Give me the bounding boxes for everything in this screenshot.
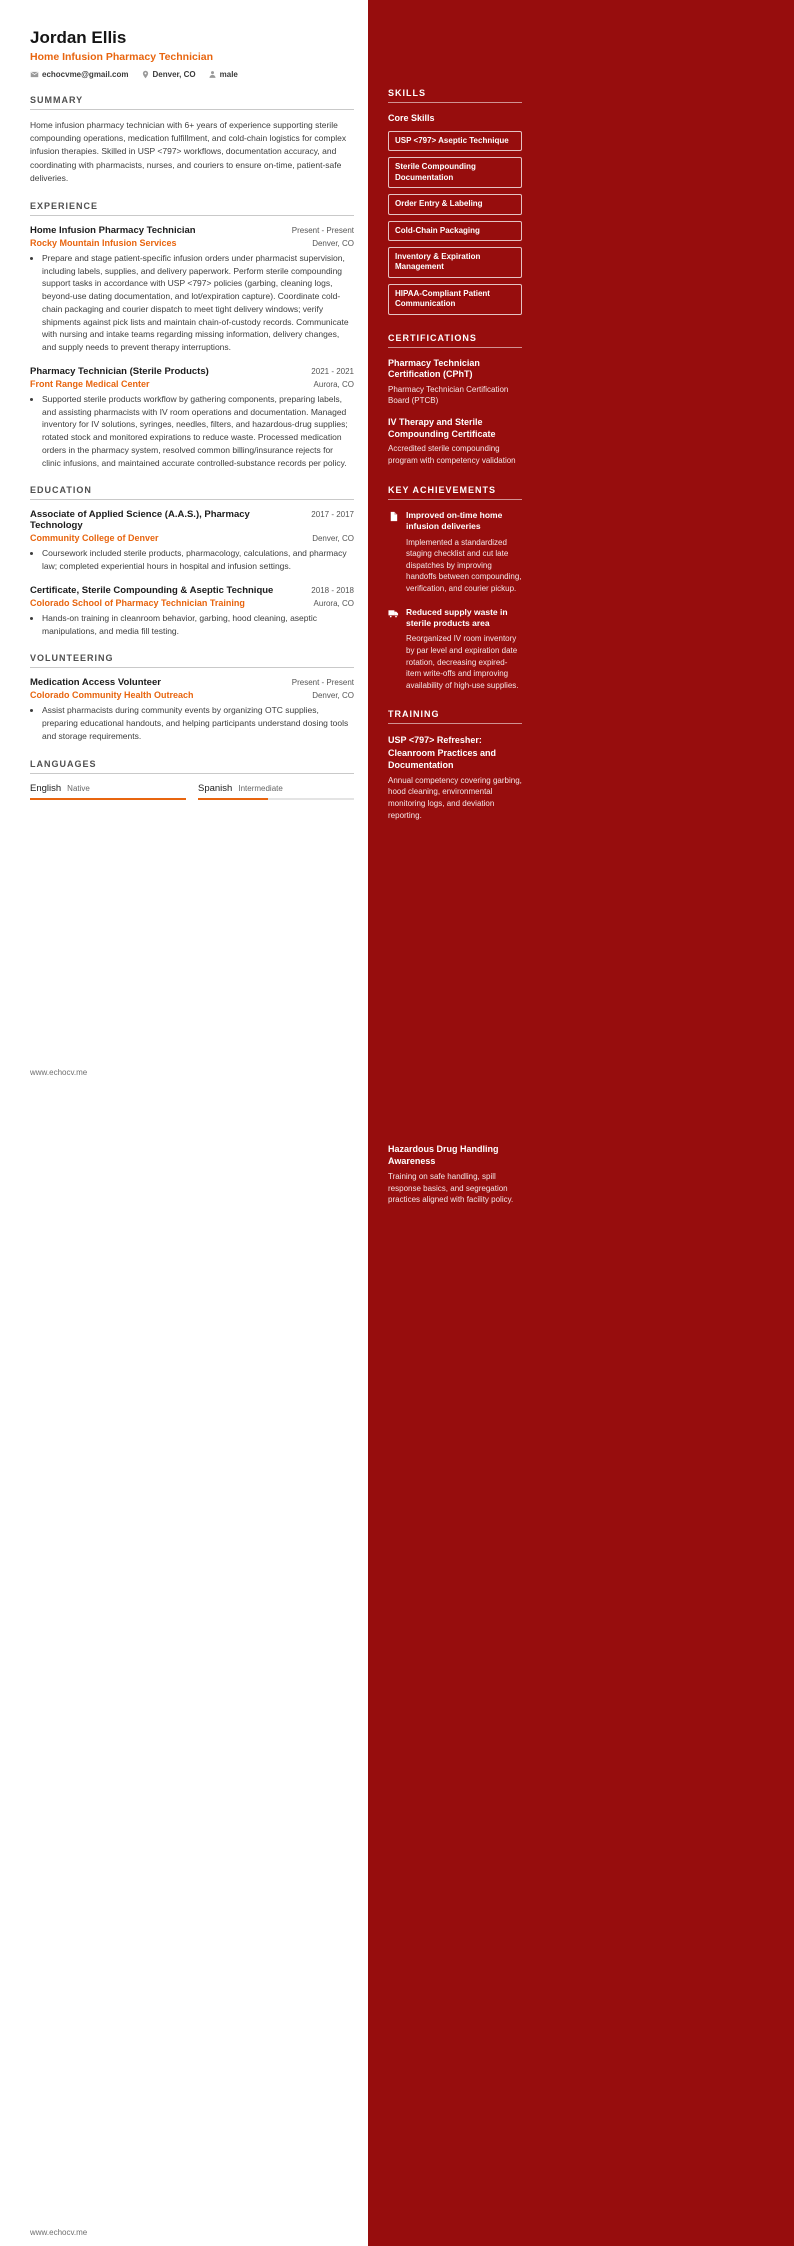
volunteering-item bbox=[30, 677, 354, 742]
experience-heading: EXPERIENCE bbox=[30, 201, 354, 216]
language-label-row bbox=[30, 783, 186, 798]
summary-section bbox=[30, 95, 354, 185]
experience-date: 2021 - 2021 bbox=[311, 366, 354, 376]
language-item bbox=[198, 783, 354, 801]
language-name: English bbox=[30, 782, 62, 794]
volunteering-role: Medication Access Volunteer bbox=[30, 677, 161, 689]
education-school: Colorado School of Pharmacy Technician Training bbox=[30, 597, 245, 608]
volunteering-date: Present - Present bbox=[291, 678, 354, 688]
main-column bbox=[0, 0, 368, 2246]
person-icon bbox=[208, 70, 217, 79]
languages-list bbox=[30, 783, 354, 801]
experience-title-row bbox=[30, 366, 354, 377]
training-title: Hazardous Drug Handling Awareness bbox=[388, 1144, 499, 1167]
achievement-title: Reduced supply waste in sterile products area bbox=[406, 606, 508, 629]
certification-item bbox=[388, 358, 522, 408]
volunteering-location: Denver, CO bbox=[312, 691, 354, 701]
education-date: 2017 - 2017 bbox=[311, 510, 354, 520]
certification-description: Pharmacy Technician Certification Board (PTCB) bbox=[388, 384, 509, 406]
sidebar-column bbox=[368, 0, 794, 2246]
achievement-header bbox=[388, 510, 522, 533]
volunteering-organization: Colorado Community Health Outreach bbox=[30, 690, 194, 701]
certification-title: IV Therapy and Sterile Compounding Certificate bbox=[388, 417, 496, 439]
achievement-description: Implemented a standardized staging checklist and cut late dispatches by improving handoffs between compounding, verification, and courier pickup. bbox=[406, 537, 522, 593]
contact-email[interactable]: echocvme@gmail.com bbox=[42, 70, 129, 79]
language-label-row bbox=[198, 783, 354, 798]
achievement-item bbox=[388, 510, 522, 595]
education-bullet: • Hands-on training in cleanroom behavior, garbing, hood cleaning, aseptic manipulations, and media fill testing. bbox=[42, 612, 354, 638]
languages-section bbox=[30, 759, 354, 801]
truck-icon bbox=[388, 608, 399, 619]
achievements-section bbox=[388, 485, 522, 692]
contact-location: Denver, CO bbox=[152, 70, 196, 79]
education-date: 2018 - 2018 bbox=[311, 585, 354, 595]
certifications-heading: CERTIFICATIONS bbox=[388, 333, 522, 348]
language-item bbox=[30, 783, 186, 801]
certification-title: Pharmacy Technician Certification (CPhT) bbox=[388, 357, 480, 380]
training-item bbox=[388, 1143, 522, 1206]
certification-item bbox=[388, 417, 522, 467]
contact-gender: male bbox=[219, 70, 238, 79]
volunteering-title-row bbox=[30, 677, 354, 688]
certification-description: Accredited sterile compounding program with competency validation bbox=[388, 444, 516, 466]
education-section bbox=[30, 485, 354, 637]
skill-badge: Order Entry & Labeling bbox=[388, 194, 522, 214]
education-degree: Certificate, Sterile Compounding & Aseptic Technique bbox=[30, 584, 274, 596]
language-bar bbox=[30, 798, 186, 801]
footer-url[interactable]: www.echocv.me bbox=[30, 1068, 88, 1077]
experience-bullet: • Supported sterile products workflow by gathering components, preparing labels, and assisting pharmacists with IV room operations and documentation. Managed inventory for IV solutions, syringes, needles, filters, and hazardous-drug supplies; rotated stock and monitored expirations to reduce waste. Processed medication orders in the pharmacy system, resolved common billing/insurance rejects for clinic infusions, and maintained accurate controlled-substance records per policy. bbox=[42, 393, 354, 470]
education-school-row bbox=[30, 531, 354, 543]
document-icon bbox=[388, 511, 399, 522]
language-bar bbox=[198, 798, 354, 801]
experience-bullet: • Prepare and stage patient-specific infusion orders under pharmacist supervision, including labels, supplies, and delivery paperwork. Perform sterile compounding support tasks in accordance with USP <797> policies (garbing, cleaning logs, beyond-use dating documentation, and lot/expiration capture). Coordinate cold-chain packaging and courier dispatch to meet tight delivery windows; verify shipments against pick lists and maintain chain-of-custody records. Communicate with nursing and intake teams regarding missing information, delivery changes, and supply needs to prevent therapy interruptions. bbox=[42, 252, 354, 354]
skills-group-title: Core Skills bbox=[388, 113, 435, 123]
skills-heading: SKILLS bbox=[388, 88, 522, 103]
training-item bbox=[388, 734, 522, 821]
contact-gender-item bbox=[208, 70, 238, 79]
education-item bbox=[30, 585, 354, 638]
education-degree: Associate of Applied Science (A.A.S.), Pharmacy Technology bbox=[30, 509, 250, 532]
contact-location-item bbox=[141, 70, 196, 79]
skill-badge: Inventory & Expiration Management bbox=[388, 247, 522, 278]
language-bar-fill bbox=[30, 798, 186, 801]
language-level: Native bbox=[67, 783, 90, 793]
experience-location: Aurora, CO bbox=[313, 379, 354, 389]
education-title-row bbox=[30, 509, 354, 531]
summary-text: Home infusion pharmacy technician with 6+ years of experience supporting sterile compounding operations, medication fulfillment, and cold-chain logistics for complex infusion therapies. Skilled in USP <797> workflows, documentation accuracy, and coordinating with pharmacists, nurses, and couriers to ensure on-time, patient-safe deliveries. bbox=[30, 120, 347, 183]
experience-item bbox=[30, 225, 354, 354]
skill-badge: Sterile Compounding Documentation bbox=[388, 157, 522, 188]
skills-section bbox=[388, 88, 522, 315]
skill-badge: HIPAA-Compliant Patient Communication bbox=[388, 284, 522, 315]
contact-email-item bbox=[30, 70, 129, 79]
experience-bullets bbox=[42, 393, 354, 470]
resume-header bbox=[30, 28, 354, 79]
volunteering-heading: VOLUNTEERING bbox=[30, 653, 354, 668]
candidate-name: Jordan Ellis bbox=[30, 28, 127, 47]
achievement-header bbox=[388, 607, 522, 630]
language-name: Spanish bbox=[198, 782, 233, 794]
education-location: Aurora, CO bbox=[313, 598, 354, 608]
volunteering-bullets bbox=[42, 704, 354, 742]
education-school: Community College of Denver bbox=[30, 533, 159, 544]
sidebar-content bbox=[388, 88, 522, 821]
training-section bbox=[388, 709, 522, 821]
candidate-job-title: Home Infusion Pharmacy Technician bbox=[30, 51, 214, 63]
education-title-row bbox=[30, 585, 354, 596]
training-description: Training on safe handling, spill response basics, and segregation practices aligned with facility policy. bbox=[388, 1172, 514, 1205]
experience-company: Front Range Medical Center bbox=[30, 378, 150, 389]
volunteering-section bbox=[30, 653, 354, 742]
education-item bbox=[30, 509, 354, 573]
certifications-section bbox=[388, 333, 522, 467]
footer-url[interactable]: www.echocv.me bbox=[30, 2228, 88, 2237]
experience-section bbox=[30, 201, 354, 470]
education-location: Denver, CO bbox=[312, 534, 354, 544]
achievement-title: Improved on-time home infusion deliveries bbox=[406, 509, 503, 532]
skill-badge: Cold-Chain Packaging bbox=[388, 221, 522, 241]
training-description: Annual competency covering garbing, hood cleaning, environmental monitoring logs, and deviation reporting. bbox=[388, 775, 522, 820]
experience-title-row bbox=[30, 225, 354, 236]
language-bar-fill bbox=[198, 798, 268, 801]
training-heading: TRAINING bbox=[388, 709, 522, 724]
experience-company: Rocky Mountain Infusion Services bbox=[30, 237, 177, 248]
experience-company-row bbox=[30, 236, 354, 248]
skill-badge: USP <797> Aseptic Technique bbox=[388, 131, 522, 151]
volunteering-bullet: • Assist pharmacists during community events by organizing OTC supplies, preparing educational handouts, and helping participants understand dosing tools and storage requirements. bbox=[42, 704, 354, 742]
volunteering-org-row bbox=[30, 688, 354, 700]
envelope-icon bbox=[30, 70, 39, 79]
languages-heading: LANGUAGES bbox=[30, 759, 354, 774]
training-title: USP <797> Refresher: Cleanroom Practices and Documentation bbox=[388, 735, 497, 770]
achievement-description: Reorganized IV room inventory by par level and expiration date rotation, decreasing expired-item write-offs and improving availability of high-use supplies. bbox=[406, 634, 519, 690]
summary-heading: SUMMARY bbox=[30, 95, 354, 110]
education-bullet: • Coursework included sterile products, pharmacology, calculations, and pharmacy law; completed experiential hours in hospital and infusion settings. bbox=[42, 547, 354, 573]
experience-location: Denver, CO bbox=[312, 238, 354, 248]
education-heading: EDUCATION bbox=[30, 485, 354, 500]
education-bullets bbox=[42, 612, 354, 638]
experience-item bbox=[30, 366, 354, 470]
experience-date: Present - Present bbox=[291, 225, 354, 235]
experience-bullets bbox=[42, 252, 354, 354]
education-school-row bbox=[30, 596, 354, 608]
education-bullets bbox=[42, 547, 354, 573]
location-pin-icon bbox=[141, 70, 150, 79]
language-level: Intermediate bbox=[238, 783, 283, 793]
experience-job-title: Home Infusion Pharmacy Technician bbox=[30, 224, 196, 236]
achievement-item bbox=[388, 607, 522, 692]
experience-company-row bbox=[30, 377, 354, 389]
achievements-heading: KEY ACHIEVEMENTS bbox=[388, 485, 522, 500]
experience-job-title: Pharmacy Technician (Sterile Products) bbox=[30, 365, 209, 377]
contact-row bbox=[30, 70, 354, 79]
